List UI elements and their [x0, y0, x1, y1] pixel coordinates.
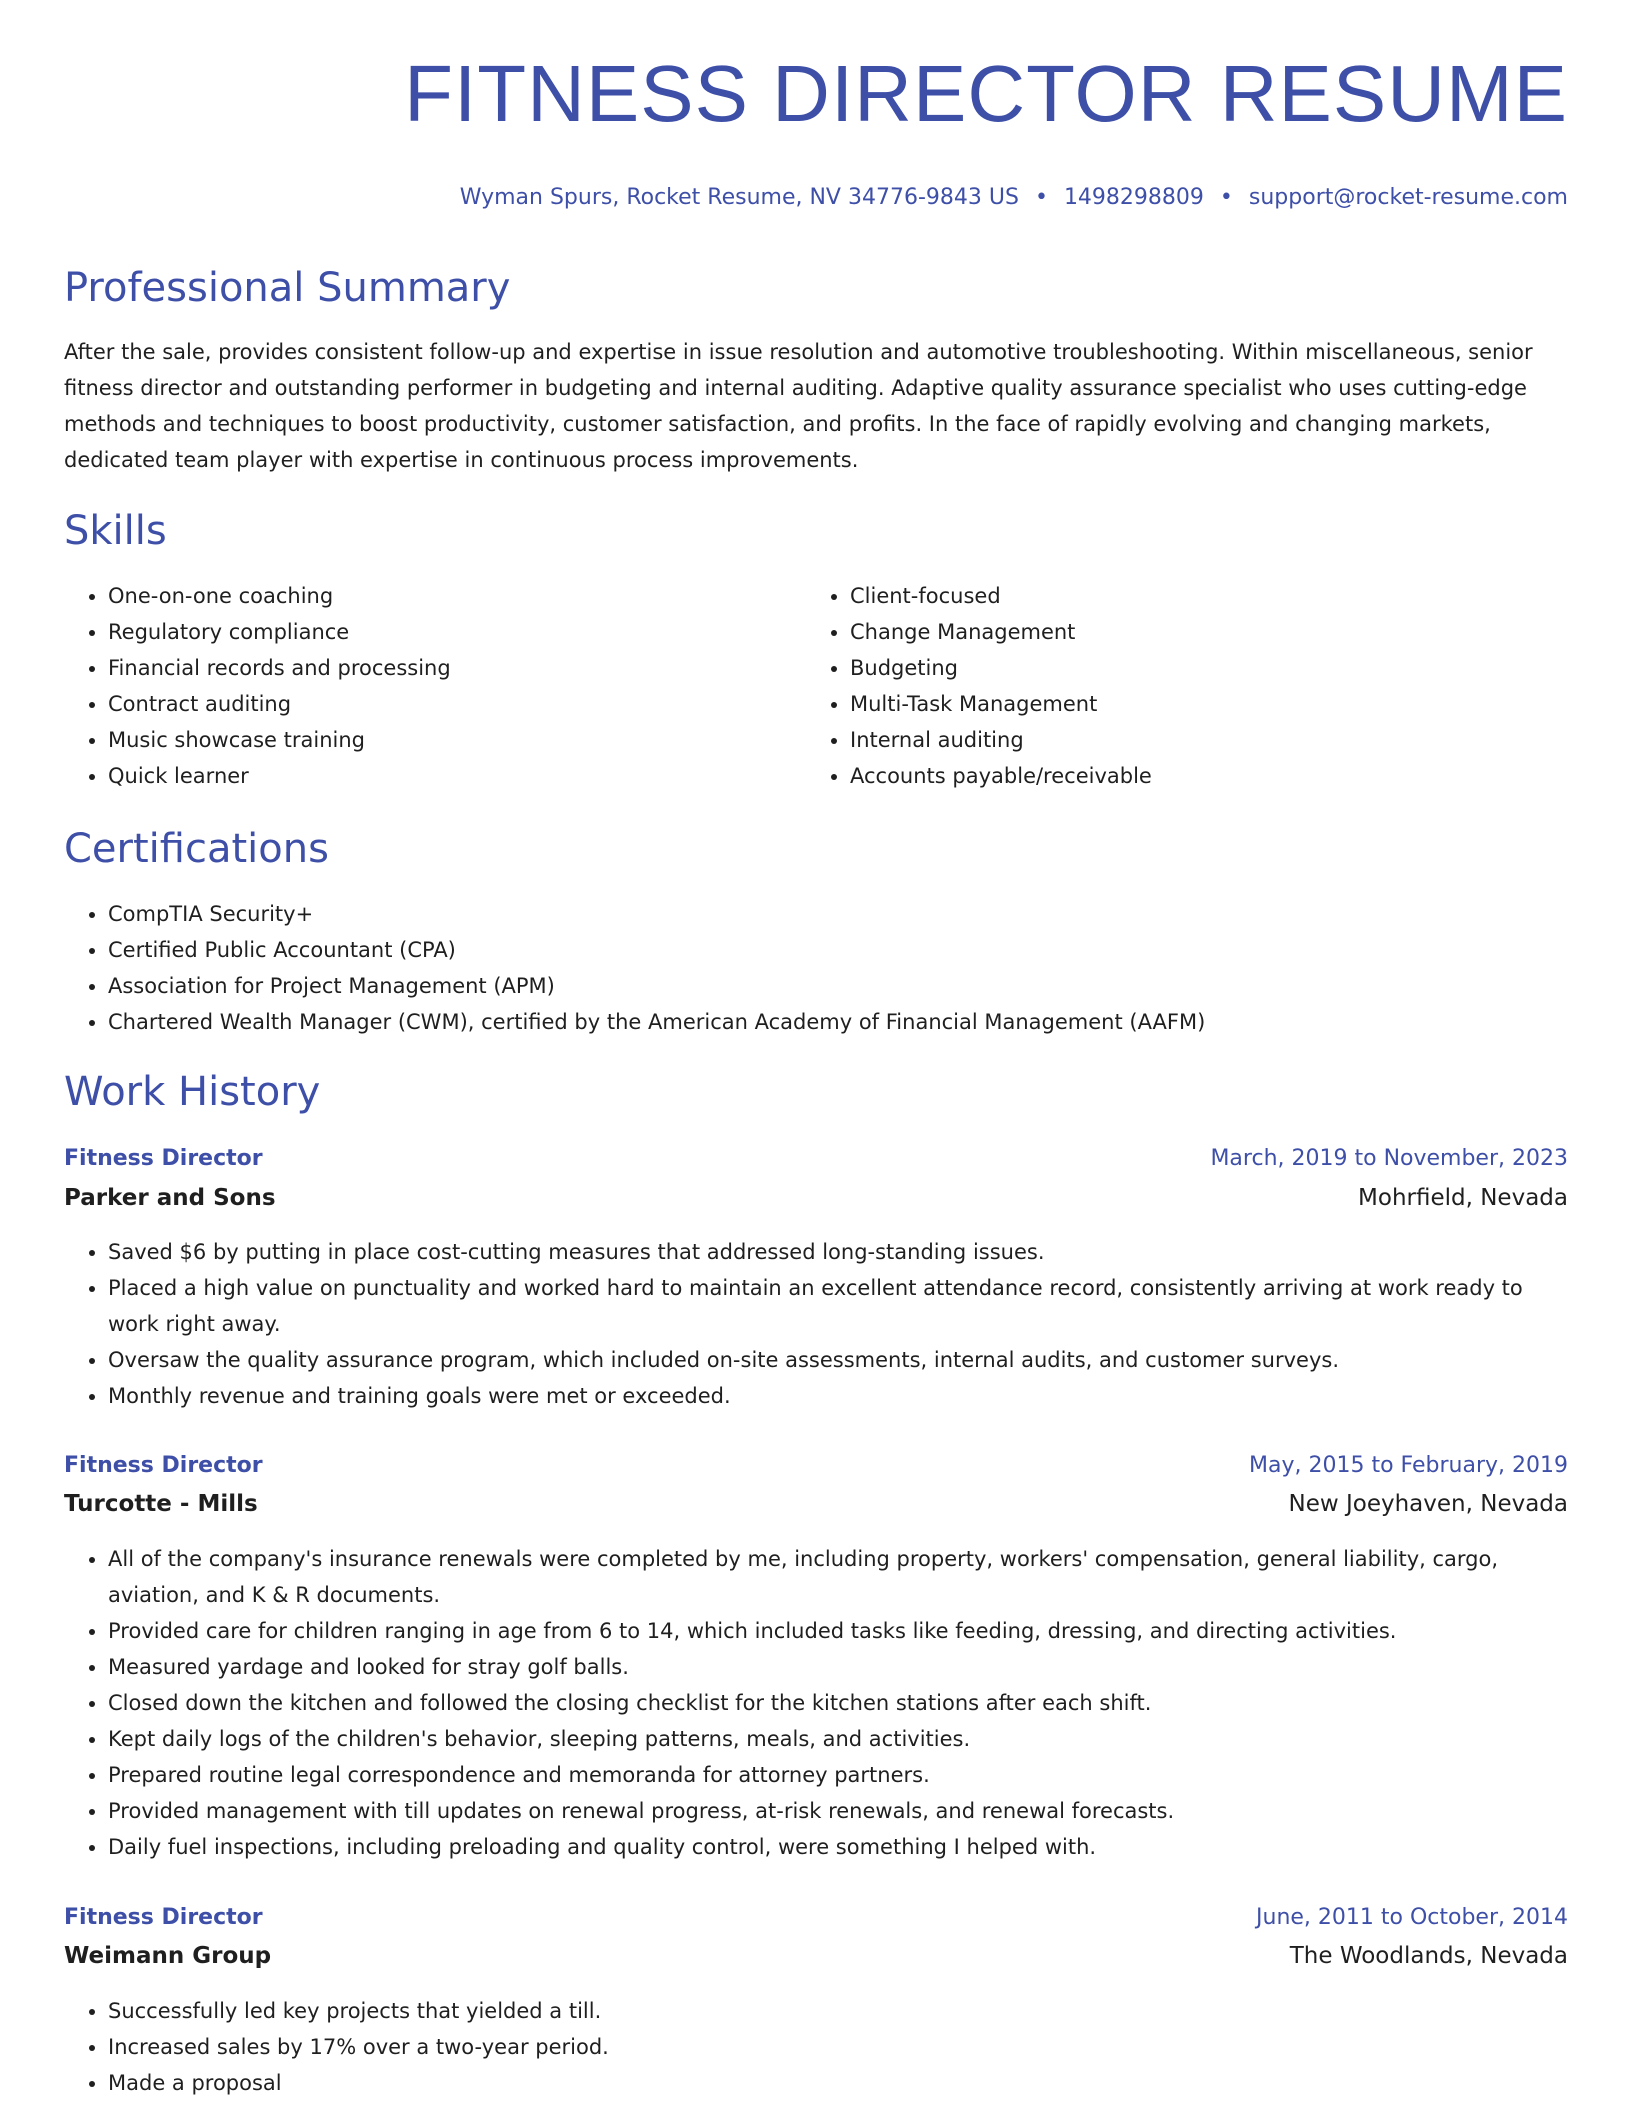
contact-line [460, 183, 1568, 213]
skill-item: • Music showcase training [108, 722, 808, 758]
skills-list-right [806, 578, 1550, 794]
skill-item: • Quick learner [108, 758, 808, 794]
job-bullet: • Daily fuel inspections, including preloading and quality control, were something I helped with. [108, 1829, 1568, 1865]
skill-item: • Client-focused [850, 578, 1550, 614]
skill-item: • Internal auditing [850, 722, 1550, 758]
job-bullets [64, 1234, 1568, 1414]
job-title: Fitness Director [64, 1905, 263, 1930]
job-bullet: • Prepared routine legal correspondence and memoranda for attorney partners. [108, 1757, 1568, 1793]
job-bullet: • Oversaw the quality assurance program, which included on-site assessments, internal audits, and customer surveys. [108, 1342, 1568, 1378]
skills-list-left [64, 578, 808, 794]
job-company: Turcotte - Mills [64, 1491, 258, 1517]
certifications-list [64, 896, 1568, 1040]
job-bullet: • Successfully led key projects that yielded a till. [108, 1993, 1568, 2029]
certification-item: • Certified Public Accountant (CPA) [108, 932, 1568, 968]
job-bullet: • Kept daily logs of the children's behavior, sleeping patterns, meals, and activities. [108, 1721, 1568, 1757]
job-title: Fitness Director [64, 1453, 263, 1478]
skill-item: • Accounts payable/receivable [850, 758, 1550, 794]
work-history-heading: Work History [64, 1069, 321, 1115]
job-dates: May, 2015 to February, 2019 [1249, 1453, 1568, 1478]
summary-heading: Professional Summary [64, 265, 511, 311]
job-bullets [64, 1541, 1568, 1865]
skill-item: • Contract auditing [108, 686, 808, 722]
job-title: Fitness Director [64, 1146, 263, 1171]
certification-item: • CompTIA Security+ [108, 896, 1568, 932]
job-location: Mohrfield, Nevada [1358, 1185, 1568, 1211]
job-dates: March, 2019 to November, 2023 [1210, 1146, 1568, 1171]
skill-item: • Multi-Task Management [850, 686, 1550, 722]
contact-separator: • [1034, 185, 1048, 210]
job-bullet: • All of the company's insurance renewals were completed by me, including property, workers' compensation, general liability, cargo, aviation, and K & R documents. [108, 1541, 1568, 1613]
contact-separator: • [1219, 185, 1233, 210]
certification-item: • Chartered Wealth Manager (CWM), certified by the American Academy of Financial Management (AAFM) [108, 1004, 1568, 1040]
contact-phone: 1498298809 [1063, 185, 1204, 210]
job-bullet: • Saved $6 by putting in place cost-cutting measures that addressed long-standing issues. [108, 1234, 1568, 1270]
summary-text: After the sale, provides consistent follow-up and expertise in issue resolution and automotive troubleshooting. Within miscellaneous, senior fitness director and outstanding performer in budgeting and internal auditing. Adaptive quality assurance specialist who uses cutting-edge methods and techniques to boost productivity, customer satisfaction, and profits. In the face of rapidly evolving and changing markets, dedicated team player with expertise in continuous process improvements. [64, 340, 1533, 472]
certifications-heading: Certifications [64, 826, 329, 872]
job-bullet: • Monthly revenue and training goals were met or exceeded. [108, 1378, 1568, 1414]
job-company: Weimann Group [64, 1943, 272, 1969]
contact-address: Wyman Spurs, Rocket Resume, NV 34776-9843 US [459, 185, 1019, 210]
skill-item: • One-on-one coaching [108, 578, 808, 614]
job-dates: June, 2011 to October, 2014 [1256, 1905, 1568, 1930]
job-bullets [64, 1993, 1568, 2101]
job-company: Parker and Sons [64, 1185, 276, 1211]
job-location: The Woodlands, Nevada [1289, 1943, 1568, 1969]
skill-item: • Financial records and processing [108, 650, 808, 686]
job-bullet: • Measured yardage and looked for stray golf balls. [108, 1649, 1568, 1685]
skill-item: • Regulatory compliance [108, 614, 808, 650]
skill-item: • Budgeting [850, 650, 1550, 686]
job-bullet: • Placed a high value on punctuality and worked hard to maintain an excellent attendance record, consistently arriving at work ready to work right away. [108, 1270, 1568, 1342]
skills-heading: Skills [64, 508, 167, 554]
job-bullet: • Closed down the kitchen and followed the closing checklist for the kitchen stations after each shift. [108, 1685, 1568, 1721]
job-bullet: • Made a proposal [108, 2065, 1568, 2101]
resume-title: FITNESS DIRECTOR RESUME [404, 49, 1568, 138]
job-bullet: • Provided care for children ranging in age from 6 to 14, which included tasks like feeding, dressing, and directing activities. [108, 1613, 1568, 1649]
job-bullet: • Provided management with till updates on renewal progress, at-risk renewals, and renewal forecasts. [108, 1793, 1568, 1829]
certification-item: • Association for Project Management (APM) [108, 968, 1568, 1004]
skill-item: • Change Management [850, 614, 1550, 650]
contact-email: support@rocket-resume.com [1248, 185, 1568, 210]
job-location: New Joeyhaven, Nevada [1288, 1491, 1568, 1517]
job-bullet: • Increased sales by 17% over a two-year period. [108, 2029, 1568, 2065]
